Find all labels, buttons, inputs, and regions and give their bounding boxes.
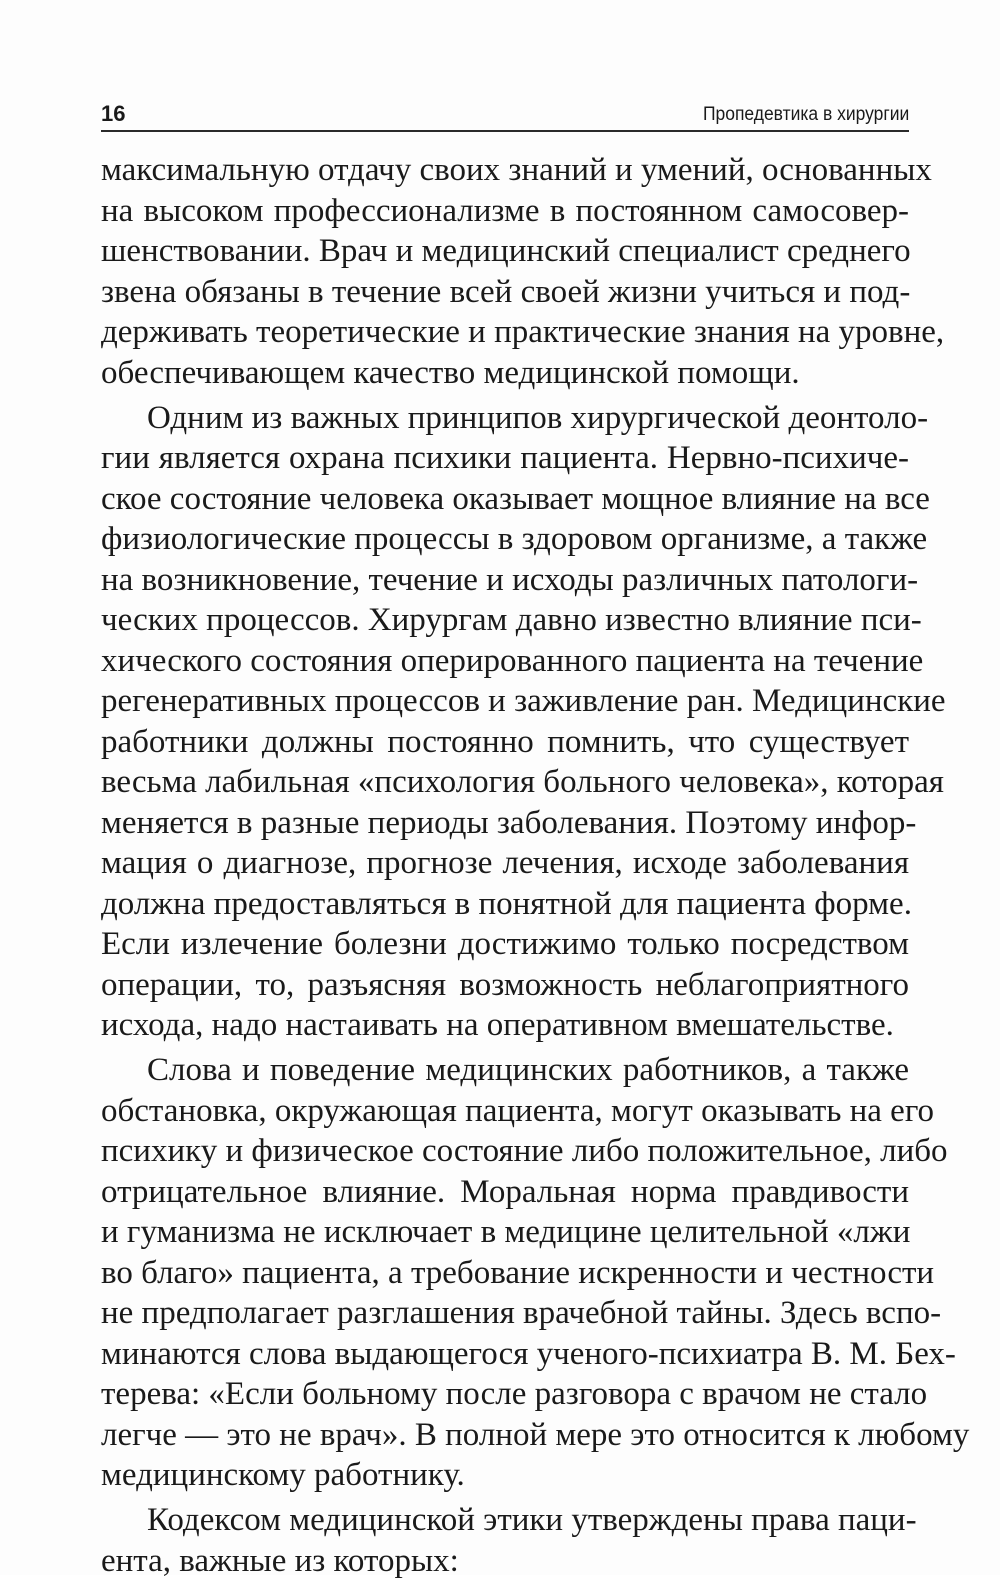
text-line: терева: «Если больному после разговора с врачом не стало	[101, 1376, 928, 1412]
text-line: ческих процессов. Хирургам давно известно влияние пси-	[101, 602, 922, 638]
text-line: обеспечивающем качество медицинской помощи.	[101, 354, 800, 391]
text-line: легче — это не врач». В полной мере это относится к любому	[101, 1416, 970, 1453]
text-line: минаются слова выдающегося ученого-психиатра В. М. Бех-	[101, 1335, 956, 1372]
text-line: во благо» пациента, а требование искренности и честности	[101, 1254, 935, 1291]
body-text	[101, 150, 970, 1586]
text-line: хического состояния оперированного пациента на течение	[101, 642, 924, 679]
paragraph	[101, 150, 945, 393]
text-line: исхода, надо настаивать на оперативном вмешательстве.	[101, 1007, 894, 1043]
text-line: на высоком профессионализме в постоянном самосовер-	[101, 192, 909, 229]
text-line: звена обязаны в течение всей своей жизни учиться и под-	[101, 273, 911, 310]
text-line: держивать теоретические и практические знания на уровне,	[101, 314, 945, 350]
text-line: не предполагает разглашения врачебной тайны. Здесь вспо-	[101, 1295, 942, 1331]
text-line: гии является охрана психики пациента. Нервно-психиче-	[101, 440, 909, 476]
text-line: медицинскому работнику.	[101, 1457, 465, 1493]
text-line: мация о диагнозе, прогнозе лечения, исходе заболевания	[101, 845, 909, 881]
text-line: шенствовании. Врач и медицинский специалист среднего	[101, 233, 911, 269]
text-line: психику и физическое состояние либо положительное, либо	[101, 1133, 948, 1169]
book-title: Пропедевтика в хирургии	[702, 104, 909, 125]
text-line: весьма лабильная «психология больного человека», которая	[101, 764, 944, 800]
paragraph	[101, 1500, 917, 1581]
text-line: физиологические процессы в здоровом организме, а также	[101, 521, 928, 557]
text-line: регенеративных процессов и заживление ран. Медицинские	[101, 683, 946, 719]
text-line: отрицательное влияние. Моральная норма правдивости	[101, 1173, 909, 1210]
text-line: работники должны постоянно помнить, что существует	[101, 723, 909, 760]
text-line: и гуманизма не исключает в медицине целительной «лжи	[101, 1214, 911, 1250]
page-number: 16	[101, 101, 126, 126]
text-line: Если излечение болезни достижимо только посредством	[101, 926, 909, 962]
running-header	[101, 100, 909, 132]
text-line: обстановка, окружающая пациента, могут оказывать на его	[101, 1092, 935, 1129]
text-line: операции, то, разъясняя возможность неблагоприятного	[101, 966, 909, 1003]
text-line: меняется в разные периоды заболевания. Поэтому инфор-	[101, 804, 917, 841]
text-line: максимальную отдачу своих знаний и умений, основанных	[101, 152, 932, 188]
paragraph	[101, 398, 946, 1046]
paragraph	[101, 1050, 970, 1496]
text-line: ента, важные из которых:	[101, 1542, 459, 1579]
text-line: на возникновение, течение и исходы различных патологи-	[101, 561, 919, 598]
text-line: Одним из важных принципов хирургической деонтоло-	[147, 399, 929, 436]
text-line: Кодексом медицинской этики утверждены права паци-	[147, 1502, 917, 1538]
text-line: ское состояние человека оказывает мощное влияние на все	[101, 480, 930, 517]
text-line: должна предоставляться в понятной для пациента форме.	[101, 885, 912, 922]
text-line: Слова и поведение медицинских работников, а также	[147, 1052, 909, 1088]
